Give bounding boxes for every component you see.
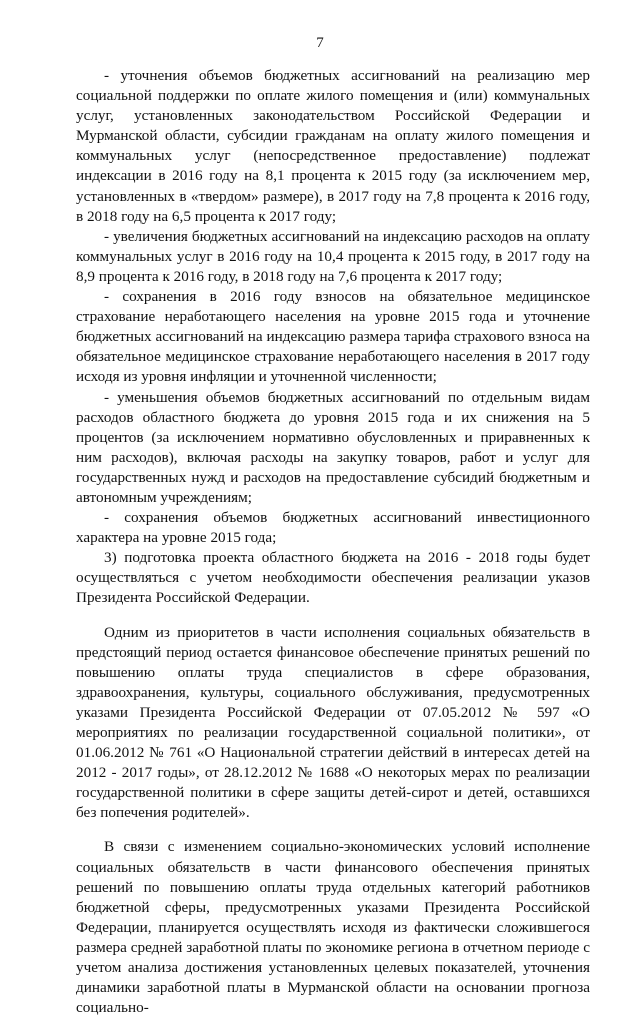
- paragraph-utilities-indexation: - увеличения бюджетных ассигнований на индексацию расходов на оплату коммунальных услуг в 2016 году на 10,4 процента к 2015 году, в 2017 году на 8,9 процента к 2016 году, в 2018 году на 7,6 процента к 2017 году;: [76, 227, 590, 285]
- paragraph-medical-insurance: - сохранения в 2016 году взносов на обязательное медицинское страхование неработающего населения на уровне 2015 года и уточнение бюджетных ассигнований на индексацию размера тарифа страхового взноса на обязательное медицинское страхование неработающего населения в 2017 году исходя из уровня инфляции и уточненной численности;: [76, 288, 590, 386]
- page-number: 7: [316, 35, 324, 51]
- paragraph-housing-support: - уточнения объемов бюджетных ассигнований на реализацию мер социальной поддержки по оплате жилого помещения и (или) коммунальных услуг, установленных законодательством Российской Федерации и Мурманской области, субсидии гражданам на оплату жилого помещения и коммунальных услуг (непосредственное предоставление) подлежат индексации в 2016 году на 8,1 процента к 2015 году (за исключением мер, установленных в «твердом» размере), в 2017 году на 7,8 процента к 2016 году, в 2018 году на 6,5 процента к 2017 году;: [76, 67, 590, 225]
- document-body: [76, 66, 590, 1018]
- paragraph-investment: - сохранения объемов бюджетных ассигнований инвестиционного характера на уровне 2015 года;: [76, 509, 590, 547]
- paragraph-salary-obligations: В связи с изменением социально-экономических условий исполнение социальных обязательств в части финансового обеспечения принятых решений по повышению оплаты труда отдельных категорий работников бюджетной сферы, предусмотренных указами Президента Российской Федерации, планируется осуществлять исходя из фактически сложившегося размера средней заработной платы по экономике региона в отчетном периоде с учетом анализа достижения установленных целевых показателей, уточнения динамики заработной платы в Мурманской области на основании прогноза социально-: [76, 838, 590, 1017]
- paragraph-priorities: Одним из приоритетов в части исполнения социальных обязательств в предстоящий период остается финансовое обеспечение принятых решений по повышению оплаты труда специалистов в сфере образования, здравоохранения, культуры, социального обслуживания, предусмотренных указами Президента Российской Федерации от 07.05.2012 № 597 «О мероприятиях по реализации государственной социальной политики», от 01.06.2012 № 761 «О Национальной стратегии действий в интересах детей на 2012 - 2017 годы», от 28.12.2012 № 1688 «О некоторых мерах по реализации государственной политики в сфере защиты детей-сирот и детей, оставшихся без попечения родителей».: [76, 623, 590, 822]
- paragraph-expense-reduction: - уменьшения объемов бюджетных ассигнований по отдельным видам расходов областного бюджета до уровня 2015 года и их снижения на 5 процентов (за исключением нормативно обусловленных и приравненных к ним расходов), включая расходы на закупку товаров, работ и услуг для государственных нужд и расходов на предоставление субсидий бюджетным и автономным учреждениям;: [76, 388, 590, 506]
- paragraph-budget-preparation: 3) подготовка проекта областного бюджета на 2016 - 2018 годы будет осуществляться с учетом необходимости обеспечения реализации указов Президента Российской Федерации.: [76, 549, 590, 607]
